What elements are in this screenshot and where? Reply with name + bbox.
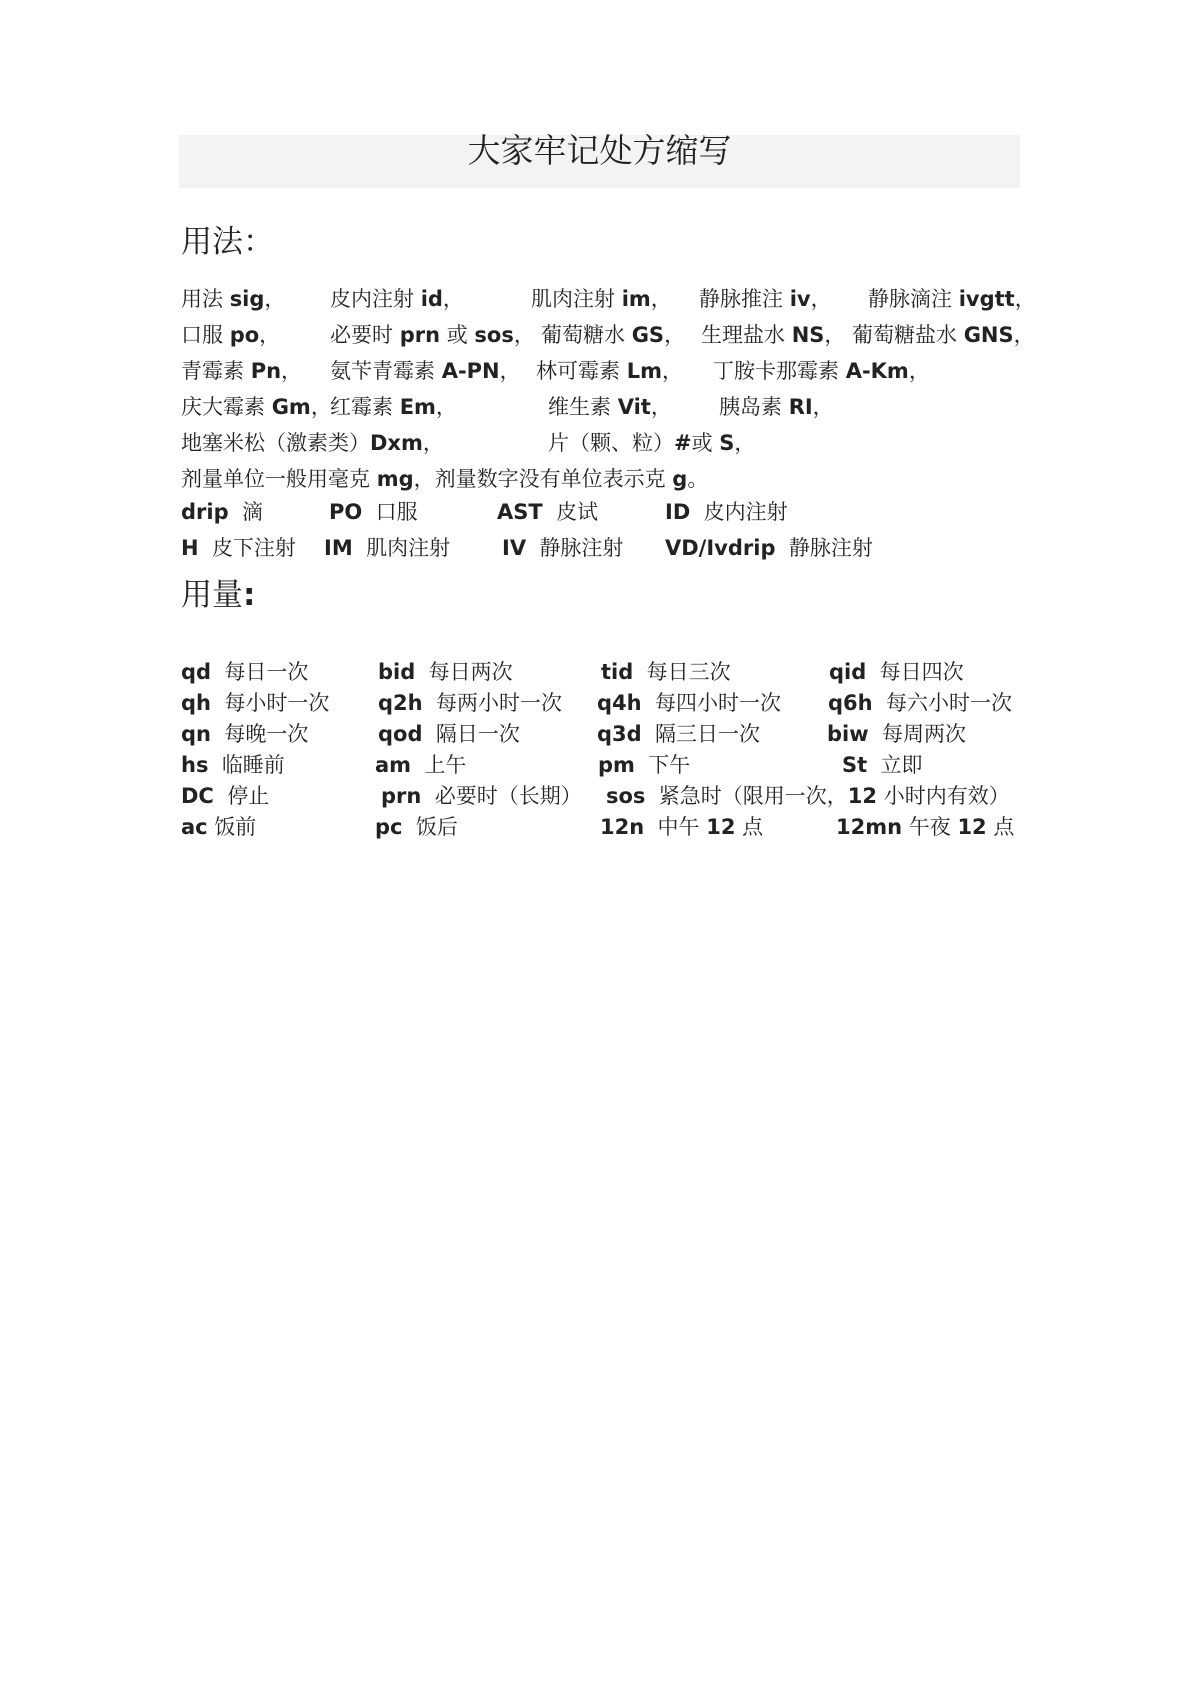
abbreviation-text: 地塞米松（激素类）: [181, 431, 370, 455]
abbreviation-text: 静脉滴注: [868, 287, 952, 311]
dosage-item: [829, 657, 964, 687]
abbreviation-code: A-Km: [845, 359, 909, 383]
abbreviation-text: 滴: [241, 500, 263, 524]
abbreviation-text: 隔三日一次: [655, 722, 761, 746]
abbreviation-text: 每两小时一次: [435, 691, 562, 715]
abbreviation-code: qn: [181, 722, 211, 746]
abbreviation-text: 口服: [375, 500, 418, 524]
dosage-heading-text: 用量: [181, 577, 243, 613]
usage-item: [701, 320, 845, 350]
abbreviation-text: 每日两次: [428, 660, 513, 684]
abbreviation-code: q3d: [597, 722, 642, 746]
abbreviation-text: ，: [442, 287, 464, 311]
usage-item: [531, 284, 672, 314]
abbreviation-text: ，: [650, 395, 672, 419]
abbreviation-text: 静脉推注: [699, 287, 783, 311]
abbreviation-code: GNS: [963, 323, 1014, 347]
dosage-item: [598, 750, 690, 780]
abbreviation-code: id: [420, 287, 443, 311]
abbreviation-code: RI: [788, 395, 813, 419]
abbreviation-text: ，: [422, 431, 444, 455]
abbreviation-code: tid: [601, 660, 634, 684]
abbreviation-text: 临睡前: [221, 753, 285, 777]
abbreviation-text: ，: [810, 287, 832, 311]
abbreviation-code: sos: [474, 323, 514, 347]
abbreviation-code: mg: [376, 467, 414, 491]
abbreviation-text: 林可霉素: [536, 359, 620, 383]
document-title: 大家牢记处方缩写: [467, 131, 732, 170]
abbreviation-text: 口服: [181, 323, 223, 347]
abbreviation-text: 片（颗、粒）: [548, 431, 674, 455]
usage-item: [181, 392, 332, 422]
route-item: [329, 497, 418, 527]
route-item: [665, 533, 873, 563]
route-item: [324, 533, 450, 563]
abbreviation-text: ，: [435, 395, 457, 419]
abbreviation-text: ，: [499, 359, 521, 383]
usage-item: [330, 392, 457, 422]
usage-item: [548, 428, 755, 458]
abbreviation-text: ，: [513, 323, 535, 347]
route-item: [497, 497, 598, 527]
dosage-item: [181, 688, 329, 718]
dosage-item: [378, 657, 513, 687]
abbreviation-text: ，: [264, 287, 286, 311]
usage-item: [719, 392, 834, 422]
abbreviation-code: q2h: [378, 691, 423, 715]
abbreviation-code: Vit: [617, 395, 651, 419]
abbreviation-code: VD/Ivdrip: [665, 536, 776, 560]
abbreviation-code: im: [621, 287, 651, 311]
abbreviation-code: 12: [706, 815, 736, 839]
usage-item: [868, 284, 1036, 314]
abbreviation-code: Gm: [271, 395, 311, 419]
dosage-item: [597, 719, 760, 749]
abbreviation-text: 红霉素: [330, 395, 393, 419]
abbreviation-text: 上午: [424, 753, 467, 777]
abbreviation-code: iv: [789, 287, 811, 311]
dosage-item: [375, 750, 466, 780]
abbreviation-code: Em: [399, 395, 436, 419]
abbreviation-text: 维生素: [548, 395, 611, 419]
dosage-item: [601, 657, 731, 687]
abbreviation-code: 12n: [600, 815, 645, 839]
abbreviation-text: 中午: [657, 815, 700, 839]
abbreviation-code: prn: [399, 323, 441, 347]
abbreviation-code: pm: [598, 753, 635, 777]
abbreviation-code: q6h: [828, 691, 873, 715]
abbreviation-text: 用法: [181, 287, 223, 311]
abbreviation-code: Pn: [250, 359, 282, 383]
abbreviation-text: 。: [687, 467, 709, 491]
abbreviation-code: qod: [378, 722, 423, 746]
abbreviation-code: biw: [827, 722, 869, 746]
usage-item: [181, 428, 444, 458]
abbreviation-text: ，: [281, 359, 303, 383]
abbreviation-text: ，: [661, 359, 683, 383]
dosage-item: [381, 781, 582, 811]
abbreviation-code: ivgtt: [958, 287, 1015, 311]
usage-item: [181, 284, 285, 314]
abbreviation-code: drip: [181, 500, 229, 524]
route-item: [502, 533, 623, 563]
abbreviation-code: sos: [606, 784, 646, 808]
abbreviation-code: qh: [181, 691, 211, 715]
abbreviation-code: S: [719, 431, 735, 455]
usage-item: [181, 356, 302, 386]
route-item: [181, 533, 296, 563]
dosage-item: [600, 812, 763, 842]
abbreviation-text: ，: [908, 359, 930, 383]
abbreviation-text: 或: [691, 431, 713, 455]
abbreviation-text: ，: [310, 395, 332, 419]
abbreviation-code: 12: [847, 784, 878, 808]
usage-item: [699, 284, 832, 314]
dosage-item: [181, 781, 269, 811]
abbreviation-code: NS: [791, 323, 825, 347]
abbreviation-text: 午夜: [908, 815, 951, 839]
abbreviation-text: ，: [824, 323, 846, 347]
abbreviation-code: g: [672, 467, 688, 491]
abbreviation-code: qid: [829, 660, 867, 684]
route-item: [181, 497, 263, 527]
dosage-heading: [181, 577, 255, 613]
abbreviation-text: 小时内有效）: [883, 784, 1010, 808]
abbreviation-text: 每小时一次: [224, 691, 330, 715]
abbreviation-text: 立即: [880, 753, 923, 777]
dosage-item: [842, 750, 923, 780]
abbreviation-code: ID: [665, 500, 691, 524]
dosage-item: [378, 688, 562, 718]
abbreviation-text: 氨苄青霉素: [330, 359, 435, 383]
abbreviation-text: 点: [993, 815, 1015, 839]
dosage-item: [181, 657, 308, 687]
usage-item: [181, 320, 280, 350]
usage-item: [330, 320, 535, 350]
abbreviation-text: 皮内注射: [703, 500, 788, 524]
abbreviation-text: 必要时（长期）: [434, 784, 582, 808]
abbreviation-text: 葡萄糖盐水: [852, 323, 957, 347]
abbreviation-text: 剂量单位一般用毫克: [181, 467, 370, 491]
dose-unit-note: [181, 464, 708, 494]
dosage-item: [181, 750, 285, 780]
abbreviation-code: Dxm: [370, 431, 423, 455]
abbreviation-code: 12mn: [836, 815, 903, 839]
abbreviation-code: #: [674, 431, 692, 455]
abbreviation-code: q4h: [597, 691, 642, 715]
abbreviation-text: 静脉注射: [788, 536, 873, 560]
usage-item: [330, 284, 464, 314]
dosage-item: [378, 719, 520, 749]
abbreviation-text: 皮试: [556, 500, 599, 524]
abbreviation-text: 每周两次: [882, 722, 966, 746]
route-item: [665, 497, 788, 527]
abbreviation-text: 生理盐水: [701, 323, 785, 347]
abbreviation-text: 葡萄糖水: [541, 323, 625, 347]
abbreviation-text: 每日一次: [224, 660, 309, 684]
abbreviation-text: 皮内注射: [330, 287, 414, 311]
abbreviation-text: ，: [812, 395, 834, 419]
dosage-item: [827, 719, 966, 749]
abbreviation-text: 肌肉注射: [531, 287, 615, 311]
abbreviation-code: ac: [181, 815, 208, 839]
abbreviation-code: prn: [381, 784, 422, 808]
abbreviation-code: 12: [957, 815, 987, 839]
abbreviation-text: 隔日一次: [435, 722, 520, 746]
abbreviation-text: 庆大霉素: [181, 395, 265, 419]
abbreviation-code: bid: [378, 660, 416, 684]
abbreviation-text: 丁胺卡那霉素: [713, 359, 839, 383]
abbreviation-code: A-PN: [441, 359, 500, 383]
abbreviation-text: ，: [1014, 287, 1036, 311]
usage-item: [713, 356, 930, 386]
dosage-item: [836, 812, 1014, 842]
abbreviation-code: sig: [229, 287, 265, 311]
abbreviation-text: 每四小时一次: [654, 691, 781, 715]
abbreviation-text: ，剂量数字没有单位表示克: [413, 467, 666, 491]
abbreviation-text: 青霉素: [181, 359, 244, 383]
abbreviation-text: 胰岛素: [719, 395, 782, 419]
abbreviation-code: DC: [181, 784, 214, 808]
usage-item: [548, 392, 672, 422]
abbreviation-text: 饭后: [415, 815, 458, 839]
dosage-item: [606, 781, 1010, 811]
abbreviation-code: AST: [497, 500, 543, 524]
dosage-item: [597, 688, 781, 718]
abbreviation-text: 点: [742, 815, 764, 839]
abbreviation-text: ，: [734, 431, 756, 455]
abbreviation-code: po: [229, 323, 260, 347]
abbreviation-code: IM: [324, 536, 353, 560]
abbreviation-text: 或: [446, 323, 468, 347]
abbreviation-text: 停止: [227, 784, 270, 808]
usage-item: [536, 356, 683, 386]
dosage-item: [181, 719, 308, 749]
abbreviation-code: hs: [181, 753, 209, 777]
abbreviation-text: ，: [1013, 323, 1035, 347]
dosage-heading-colon: :: [243, 577, 256, 613]
usage-heading-colon: ：: [243, 224, 274, 260]
abbreviation-code: St: [842, 753, 868, 777]
usage-heading: [181, 224, 274, 260]
abbreviation-text: 下午: [648, 753, 691, 777]
abbreviation-text: ，: [650, 287, 672, 311]
abbreviation-code: qd: [181, 660, 212, 684]
usage-heading-text: 用法: [181, 224, 243, 260]
dosage-item: [375, 812, 458, 842]
abbreviation-text: 每晚一次: [224, 722, 309, 746]
abbreviation-text: ，: [664, 323, 686, 347]
abbreviation-text: 每日四次: [879, 660, 964, 684]
abbreviation-text: 静脉注射: [539, 536, 624, 560]
abbreviation-text: 肌肉注射: [366, 536, 451, 560]
abbreviation-code: GS: [631, 323, 665, 347]
abbreviation-text: 皮下注射: [211, 536, 296, 560]
dosage-item: [181, 812, 256, 842]
abbreviation-code: H: [181, 536, 199, 560]
usage-item: [330, 356, 521, 386]
abbreviation-text: 每六小时一次: [885, 691, 1012, 715]
abbreviation-text: 每日三次: [646, 660, 731, 684]
abbreviation-code: IV: [502, 536, 527, 560]
usage-item: [541, 320, 685, 350]
abbreviation-code: am: [375, 753, 412, 777]
abbreviation-text: 饭前: [214, 815, 257, 839]
abbreviation-text: 紧急时（限用一次，: [658, 784, 848, 808]
abbreviation-code: Lm: [626, 359, 662, 383]
abbreviation-text: 必要时: [330, 323, 393, 347]
usage-item: [852, 320, 1035, 350]
abbreviation-text: ，: [259, 323, 281, 347]
abbreviation-code: pc: [375, 815, 403, 839]
dosage-item: [828, 688, 1012, 718]
abbreviation-code: PO: [329, 500, 363, 524]
